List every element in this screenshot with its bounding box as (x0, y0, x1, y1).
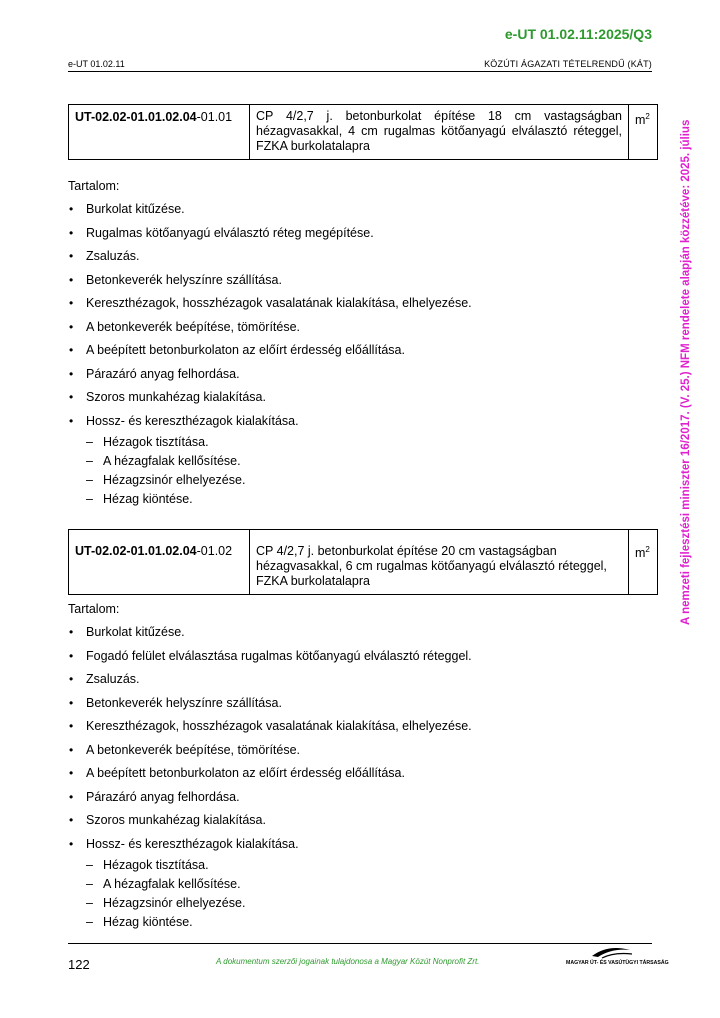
page-number: 122 (68, 957, 90, 972)
sub-list-item-text: Hézagok tisztítása. (103, 857, 209, 872)
content-label: Tartalom: (68, 179, 120, 193)
sub-list-item-text: Hézag kiöntése. (103, 914, 193, 929)
sub-list-item (86, 471, 472, 490)
mautsz-logo-icon (562, 946, 654, 970)
bullet-dot-icon: • (69, 742, 74, 757)
list-item-text: Zsaluzás. (86, 249, 140, 263)
dash-icon: – (86, 434, 93, 449)
list-item (68, 837, 472, 932)
list-item-text: A beépített betonburkolaton az előírt érdesség előállítása. (86, 766, 405, 780)
sub-list-item (86, 490, 472, 509)
list-item (68, 226, 472, 241)
list-item-text: Kereszthézagok, hosszhézagok vasalatának kialakítása, elhelyezése. (86, 719, 472, 733)
item-code: UT-02.02-01.01.02.04-01.01 (69, 105, 250, 160)
list-item-text: Kereszthézagok, hosszhézagok vasalatának kialakítása, elhelyezése. (86, 296, 472, 310)
side-publication-note: A nemzeti fejlesztési miniszter 16/2017. (V. 25.) NFM rendelete alapján közzétéve: 2025. július (680, 119, 692, 625)
list-item-text: Hossz- és kereszthézagok kialakítása. (86, 413, 299, 428)
bullet-dot-icon: • (69, 672, 74, 686)
list-item-text: Betonkeverék helyszínre szállítása. (86, 695, 282, 710)
list-item-text: A betonkeverék beépítése, tömörítése. (86, 319, 301, 334)
header-divider (68, 71, 652, 72)
sub-list-item-text: Hézag kiöntése. (103, 491, 193, 506)
footer-divider (68, 943, 652, 944)
list-item-text: A beépített betonburkolaton az előírt érdesség előállítása. (86, 343, 405, 357)
bullet-dot-icon: • (69, 296, 74, 310)
list-item-text: Rugalmas kötőanyagú elválasztó réteg megépítése. (86, 225, 374, 240)
list-item-text: Burkolat kitűzése. (86, 202, 185, 216)
sub-list-item (86, 452, 472, 471)
header-right-title: KÖZÚTI ÁGAZATI TÉTELRENDŰ (KÁT) (484, 59, 652, 69)
copyright-note: A dokumentum szerzői jogainak tulajdonosa a Magyar Közút Nonprofit Zrt. (216, 957, 480, 966)
content-list (68, 625, 472, 940)
content-list (68, 202, 472, 517)
list-item-text: A betonkeverék beépítése, tömörítése. (86, 742, 301, 757)
dash-icon: – (86, 914, 93, 929)
bullet-dot-icon: • (69, 836, 74, 851)
list-item (68, 743, 472, 758)
content-label: Tartalom: (68, 602, 120, 616)
list-item (68, 696, 472, 711)
list-item (68, 202, 472, 217)
list-item (68, 414, 472, 509)
bullet-dot-icon: • (69, 249, 74, 263)
bullet-dot-icon: • (69, 766, 74, 780)
sub-list-item (86, 433, 472, 452)
dash-icon: – (86, 876, 93, 891)
list-item (68, 320, 472, 335)
list-item (68, 790, 472, 805)
bullet-dot-icon: • (69, 390, 74, 404)
sub-list-item (86, 856, 472, 875)
sub-list (86, 856, 472, 932)
dash-icon: – (86, 453, 93, 468)
list-item (68, 390, 472, 405)
sub-list (86, 433, 472, 509)
list-item (68, 813, 472, 828)
list-item (68, 296, 472, 311)
dash-icon: – (86, 857, 93, 872)
bullet-dot-icon: • (69, 695, 74, 710)
item-table-1 (68, 104, 658, 160)
sub-list-item-text: Hézagok tisztítása. (103, 434, 209, 449)
bullet-dot-icon: • (69, 366, 74, 381)
bullet-dot-icon: • (69, 648, 74, 663)
list-item-text: Fogadó felület elválasztása rugalmas kötőanyagú elválasztó réteggel. (86, 648, 472, 663)
bullet-dot-icon: • (69, 719, 74, 733)
bullet-dot-icon: • (69, 202, 74, 216)
item-table-2 (68, 529, 658, 595)
sub-list-item-text: Hézagzsinór elhelyezése. (103, 472, 246, 487)
list-item (68, 672, 472, 687)
bullet-dot-icon: • (69, 813, 74, 827)
list-item-text: Szoros munkahézag kialakítása. (86, 813, 266, 827)
bullet-dot-icon: • (69, 343, 74, 357)
sub-list-item-text: Hézagzsinór elhelyezése. (103, 895, 246, 910)
dash-icon: – (86, 895, 93, 910)
dash-icon: – (86, 491, 93, 506)
item-description: CP 4/2,7 j. betonburkolat építése 20 cm vastagságban hézagvasakkal, 6 cm rugalmas kötőanyagú elválasztó réteggel, FZKA burkolatalapra (250, 530, 629, 595)
list-item-text: Szoros munkahézag kialakítása. (86, 390, 266, 404)
list-item-text: Hossz- és kereszthézagok kialakítása. (86, 836, 299, 851)
item-description: CP 4/2,7 j. betonburkolat építése 18 cm vastagságban hézagvasakkal, 4 cm rugalmas kötőanyagú elválasztó réteggel, FZKA burkolatalapra (250, 105, 629, 160)
sub-list-item-text: A hézagfalak kellősítése. (103, 876, 241, 891)
list-item (68, 766, 472, 781)
list-item-text: Párazáró anyag felhordása. (86, 789, 240, 804)
item-unit: $m^2$ (629, 530, 658, 595)
bullet-dot-icon: • (69, 319, 74, 334)
sub-list-item (86, 913, 472, 932)
header-left-code: e-UT 01.02.11 (68, 59, 125, 69)
logo-text: MAGYAR ÚT- ÉS VASÚTÜGYI TÁRSASÁG (566, 960, 669, 966)
document-code: e-UT 01.02.11:2025/Q3 (504, 26, 652, 42)
list-item (68, 719, 472, 734)
list-item (68, 367, 472, 382)
bullet-dot-icon: • (69, 789, 74, 804)
dash-icon: – (86, 472, 93, 487)
item-code: UT-02.02-01.01.02.04-01.02 (69, 530, 250, 595)
bullet-dot-icon: • (69, 272, 74, 287)
list-item-text: Zsaluzás. (86, 672, 140, 686)
list-item (68, 649, 472, 664)
sub-list-item (86, 875, 472, 894)
list-item (68, 249, 472, 264)
bullet-dot-icon: • (69, 413, 74, 428)
bullet-dot-icon: • (69, 225, 74, 240)
sub-list-item (86, 894, 472, 913)
sub-list-item-text: A hézagfalak kellősítése. (103, 453, 241, 468)
bullet-dot-icon: • (69, 625, 74, 639)
item-unit: $m^2$ (629, 105, 658, 160)
list-item-text: Betonkeverék helyszínre szállítása. (86, 272, 282, 287)
list-item-text: Párazáró anyag felhordása. (86, 366, 240, 381)
list-item (68, 625, 472, 640)
list-item-text: Burkolat kitűzése. (86, 625, 185, 639)
list-item (68, 273, 472, 288)
list-item (68, 343, 472, 358)
